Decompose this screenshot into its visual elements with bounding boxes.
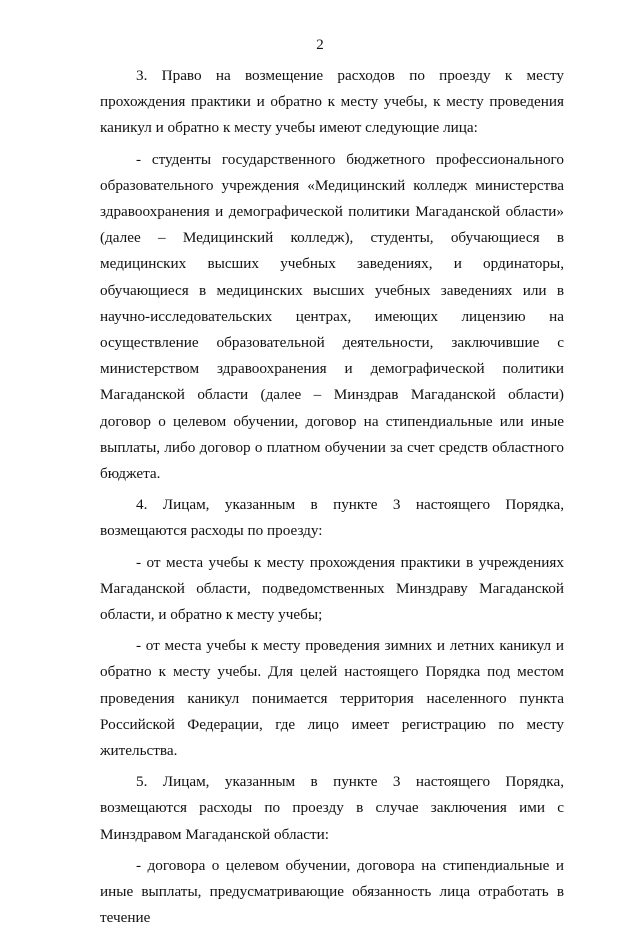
paragraph-4-intro: 4. Лицам, указанным в пункте 3 настоящего Порядка, возмещаются расходы по проезду: [100,496,564,540]
paragraph-4-vacation: - от места учебы к месту проведения зимних и летних каникул и обратно к месту учебы. Для целей настоящего Порядка под местом проведения каникул понимается территория населенного пункта Российской Федерации, где лицо имеет регистрацию по месту жительства. [100,637,564,760]
paragraph-3-students: - студенты государственного бюджетного профессионального образовательного учреждения «Медицинский колледж министерства здравоохранения и демографической политики Магаданской области» (далее – Медицинский колледж), студенты, обучающиеся в медицинских высших учебных заведениях, и ординаторы, обучающиеся в медицинских высших учебных заведениях или в научно-исследовательских центрах, имеющих лицензию на осуществление образовательной деятельности, заключившие с министерством здравоохранения и демографической политики Магаданской области (далее – Минздрав Магаданской области) договор о целевом обучении, договор на стипендиальные или иные выплаты, либо договор о платном обучении за счет средств областного бюджета. [100,150,564,483]
paragraph-5-contracts: - договора о целевом обучении, договора на стипендиальные и иные выплаты, предусматривающие обязанность лица отработать в течение [100,856,564,927]
page-number: 2 [316,37,324,53]
document-body [100,63,564,937]
paragraph-3-intro: 3. Право на возмещение расходов по проезду к месту прохождения практики и обратно к месту учебы, к месту проведения каникул и обратно к месту учебы имеют следующие лица: [100,67,564,137]
paragraph-5-intro: 5. Лицам, указанным в пункте 3 настоящего Порядка, возмещаются расходы по проезду в случае заключения ими с Минздравом Магаданской области: [100,773,564,843]
paragraph-4-practice: - от места учебы к месту прохождения практики в учреждениях Магаданской области, подведомственных Минздраву Магаданской области, и обратно к месту учебы; [100,553,564,624]
